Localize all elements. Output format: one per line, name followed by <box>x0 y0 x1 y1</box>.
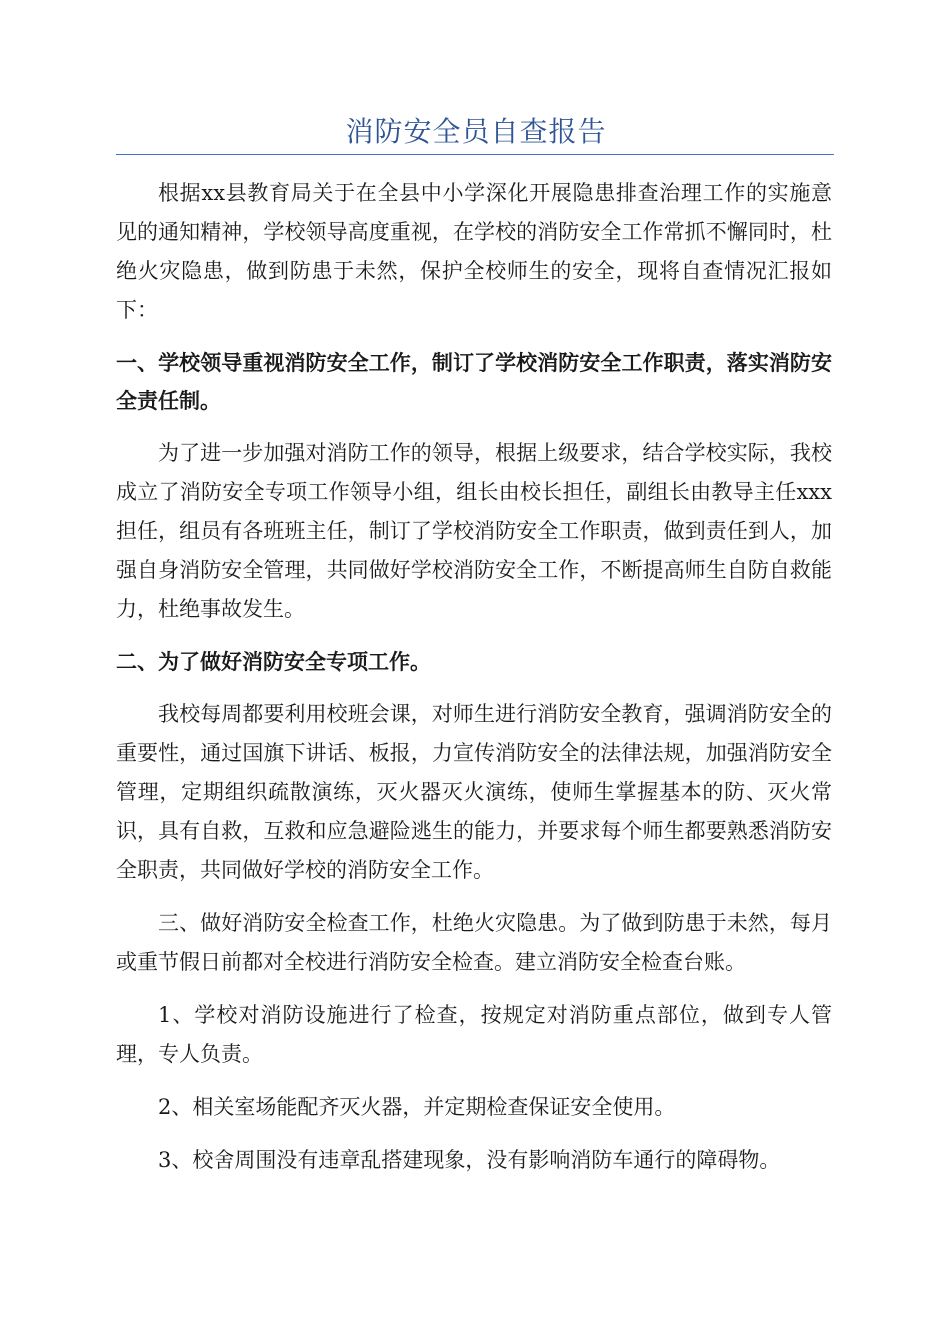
paragraph-section-2: 我校每周都要利用校班会课，对师生进行消防安全教育，强调消防安全的重要性，通过国旗下讲话、板报，力宣传消防安全的法律法规，加强消防安全管理，定期组织疏散演练，灭火器灭火演练，使师生掌握基本的防、灭火常识，具有自救，互救和应急避险逃生的能力，并要求每个师生都要熟悉消防安全职责，共同做好学校的消防安全工作。 <box>116 702 832 882</box>
section-heading-2: 二、为了做好消防安全专项工作。 <box>116 650 431 674</box>
paragraph-intro: 根据xx县教育局关于在全县中小学深化开展隐患排查治理工作的实施意见的通知精神，学校领导高度重视，在学校的消防安全工作常抓不懈同时，杜绝火灾隐患，做到防患于未然，保护全校师生的安全，现将自查情况汇报如下： <box>116 181 832 322</box>
list-item-3: 3、校舍周围没有违章乱搭建现象，没有影响消防车通行的障碍物。 <box>158 1148 781 1172</box>
paragraph-section-1: 为了进一步加强对消防工作的领导，根据上级要求，结合学校实际，我校成立了消防安全专项工作领导小组，组长由校长担任，副组长由教导主任xxx担任，组员有各班班主任，制订了学校消防安全工作职责，做到责任到人，加强自身消防安全管理，共同做好学校消防安全工作，不断提高师生自防自救能力，杜绝事故发生。 <box>116 441 832 621</box>
list-item-2: 2、相关室场能配齐灭火器，并定期检查保证安全使用。 <box>158 1095 676 1119</box>
section-heading-1: 一、学校领导重视消防安全工作，制订了学校消防安全工作职责，落实消防安全责任制。 <box>116 351 832 413</box>
document-body <box>116 174 832 1180</box>
list-item-1: 1、学校对消防设施进行了检查，按规定对消防重点部位，做到专人管理，专人负责。 <box>116 1003 832 1066</box>
document-title: 消防安全员自查报告 <box>345 115 607 148</box>
title-underline <box>116 154 834 155</box>
paragraph-section-3: 三、做好消防安全检查工作，杜绝火灾隐患。为了做到防患于未然，每月或重节假日前都对全校进行消防安全检查。建立消防安全检查台账。 <box>116 911 832 974</box>
